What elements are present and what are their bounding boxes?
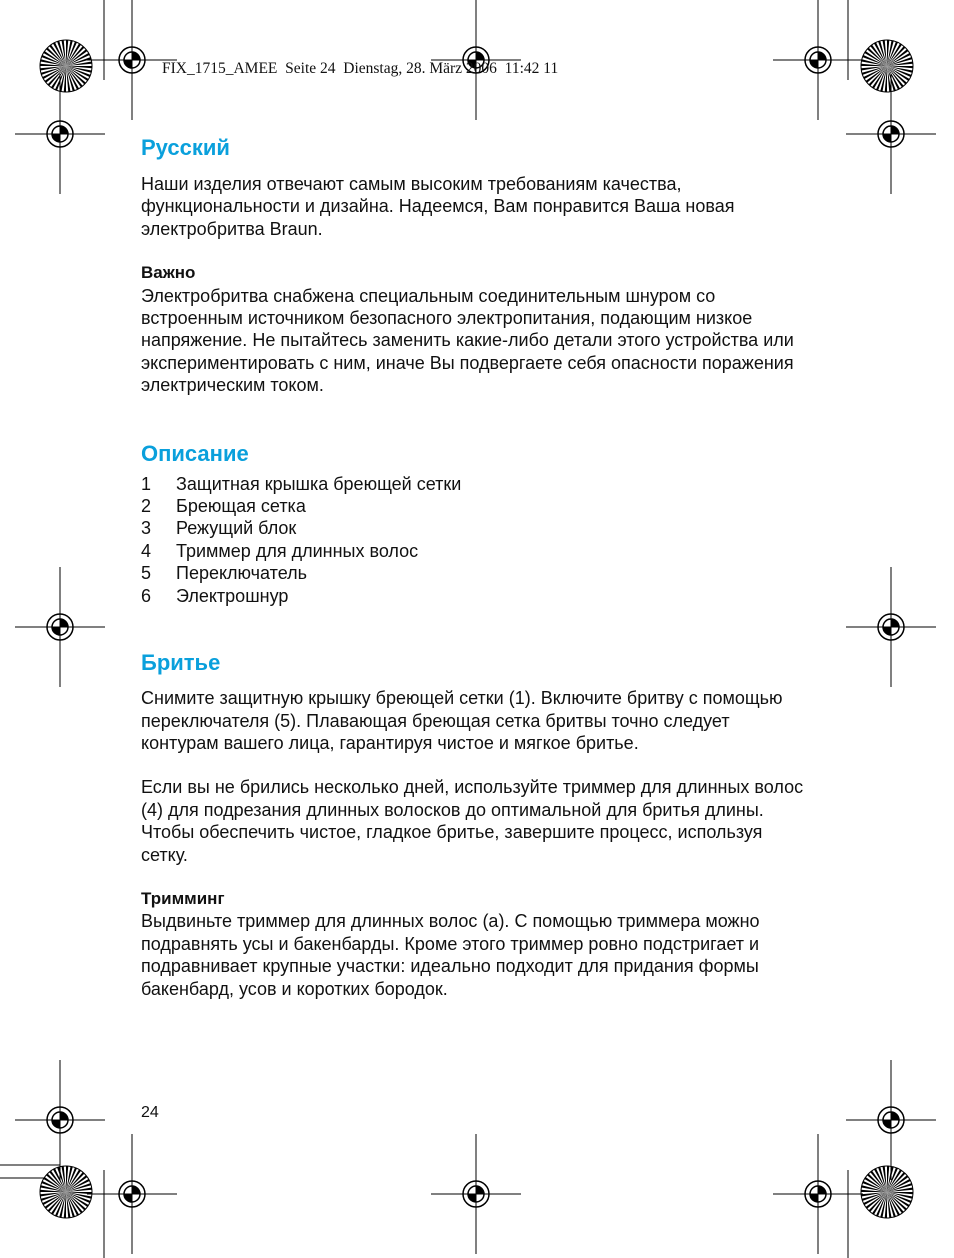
page-content <box>141 134 821 1000</box>
list-item-label: Электрошнур <box>176 585 289 606</box>
intro-paragraph: Наши изделия отвечают самым высоким требованиям качества, функциональности и дизайна. Надеемся, Вам понравится Ваша новая электробритва Braun. <box>141 174 735 239</box>
heading-shaving: Бритье <box>141 650 221 676</box>
list-item-number: 2 <box>141 496 152 517</box>
page-number: 24 <box>141 1104 159 1121</box>
list-item-number: 5 <box>141 563 152 584</box>
list-item <box>141 495 821 517</box>
list-item-label: Триммер для длинных волос <box>176 540 419 561</box>
important-heading: Важно <box>141 263 196 283</box>
parts-list <box>141 473 821 607</box>
list-item-number: 6 <box>141 585 152 606</box>
list-item-number: 1 <box>141 473 152 494</box>
list-item-label: Бреющая сетка <box>176 496 306 517</box>
list-item <box>141 562 821 584</box>
list-item <box>141 540 821 562</box>
list-item-label: Переключатель <box>176 563 307 584</box>
trimming-heading: Тримминг <box>141 888 225 908</box>
list-item-number: 4 <box>141 540 152 561</box>
list-item-label: Защитная крышка бреющей сетки <box>176 473 462 494</box>
shaving-paragraph-1: Снимите защитную крышку бреющей сетки (1). Включите бритву с помощью переключателя (5). Плавающая бреющая сетка бритвы точно следует контурам вашего лица, гарантируя чистое и мягкое бритье. <box>141 688 783 753</box>
important-paragraph: Электробритва снабжена специальным соединительным шнуром со встроенным источником безопасного электропитания, подающим низкое напряжение. Не пытайтесь заменить какие-либо детали этого устройства или экспериментировать с ним, иначе Вы подвергаете себя опасности поражения электрическим током. <box>141 285 794 396</box>
list-item <box>141 585 821 607</box>
trimming-paragraph: Выдвиньте триммер для длинных волос (a). С помощью триммера можно подравнять усы и бакенбарды. Кроме этого триммер ровно подстригает и подравнивает крупные участки: идеально подходит для придания формы бакенбард, усов и коротких бородок. <box>141 911 760 999</box>
print-slug: FIX_1715_AMEE Seite 24 Dienstag, 28. März 2006 11:42 11 <box>162 60 559 77</box>
list-item-number: 3 <box>141 518 152 539</box>
heading-description: Описание <box>141 440 249 466</box>
shaving-paragraph-2: Если вы не брились несколько дней, используйте триммер для длинных волос (4) для подрезания длинных волосков до оптимальной для бритья длины. Чтобы обеспечить чистое, гладкое бритье, завершите процесс, используя сетку. <box>141 777 804 865</box>
heading-russian: Русский <box>141 135 230 160</box>
list-item <box>141 473 821 495</box>
list-item-label: Режущий блок <box>176 518 297 539</box>
list-item <box>141 517 821 539</box>
